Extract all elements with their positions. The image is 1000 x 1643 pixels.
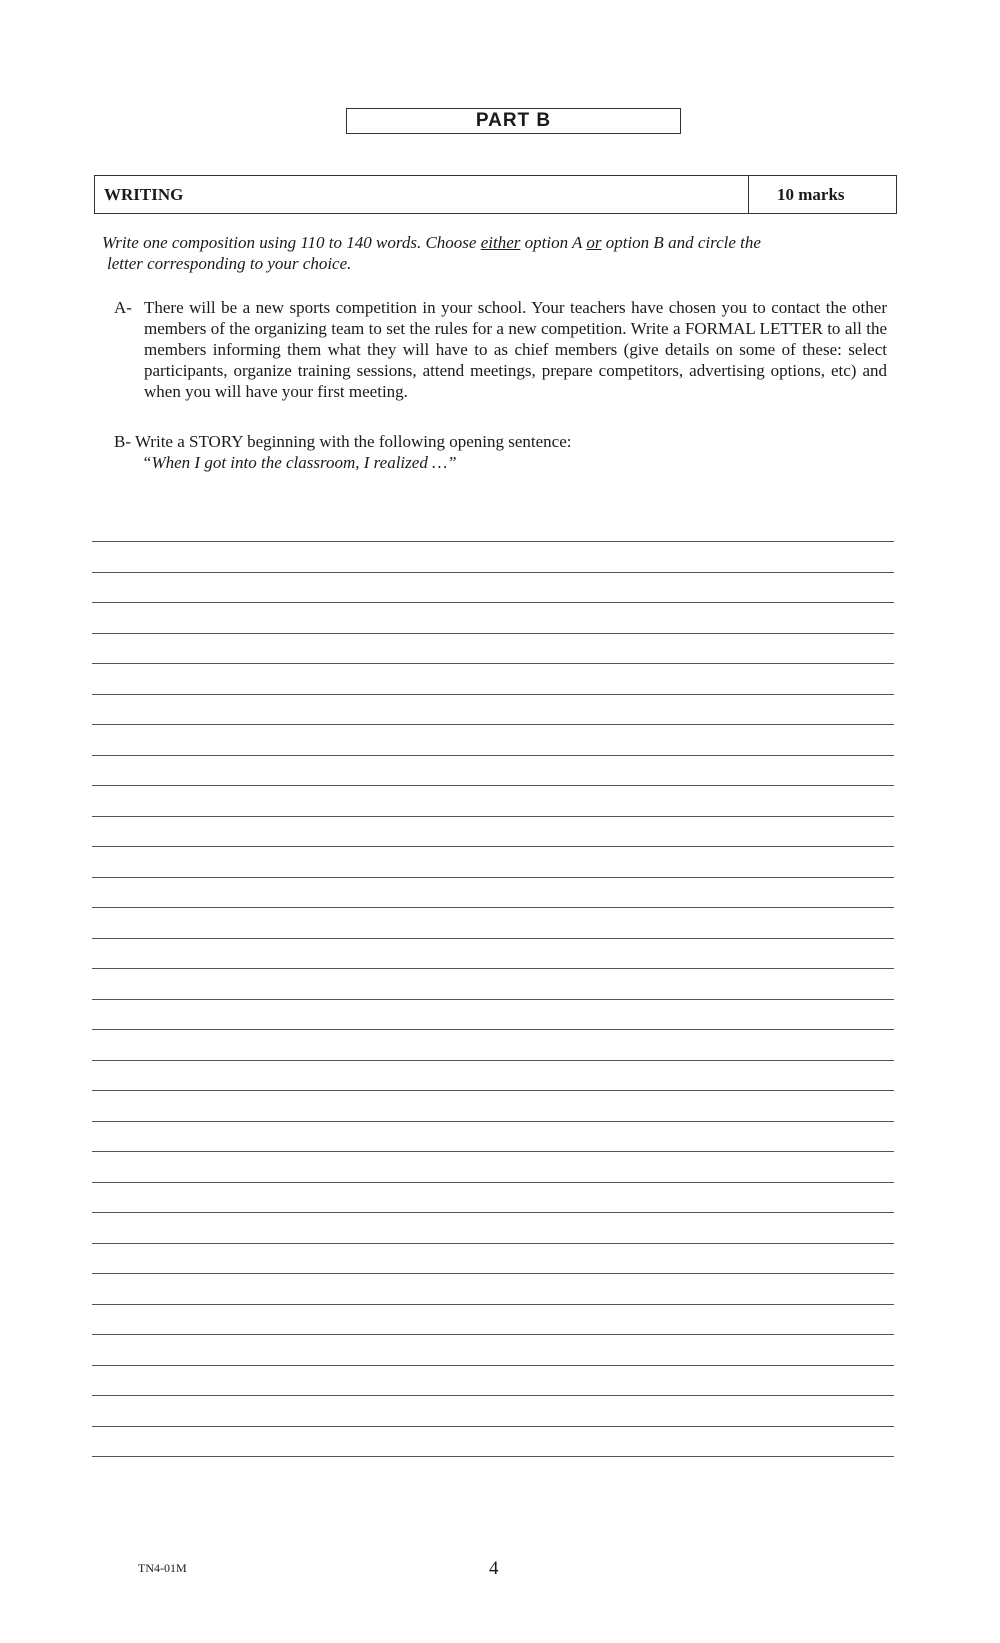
answer-line[interactable]: [92, 541, 894, 542]
answer-line[interactable]: [92, 785, 894, 786]
instructions-line-1: [102, 232, 862, 253]
answer-line[interactable]: [92, 1060, 894, 1061]
instructions-text: Write one composition using 110 to 140 words. Choose: [102, 233, 481, 252]
option-a: [114, 297, 887, 402]
answer-line[interactable]: [92, 999, 894, 1000]
answer-line[interactable]: [92, 1212, 894, 1213]
answer-line[interactable]: [92, 755, 894, 756]
answer-line[interactable]: [92, 1304, 894, 1305]
answer-line[interactable]: [92, 1365, 894, 1366]
answer-line[interactable]: [92, 1151, 894, 1152]
answer-line[interactable]: [92, 602, 894, 603]
answer-line[interactable]: [92, 663, 894, 664]
answer-line[interactable]: [92, 1182, 894, 1183]
section-name: WRITING: [95, 176, 749, 213]
answer-line[interactable]: [92, 846, 894, 847]
answer-line[interactable]: [92, 1029, 894, 1030]
answer-line[interactable]: [92, 1395, 894, 1396]
answer-line[interactable]: [92, 724, 894, 725]
option-b-quote: “When I got into the classroom, I realized …”: [142, 453, 457, 472]
section-marks: 10 marks: [777, 185, 845, 204]
answer-line[interactable]: [92, 907, 894, 908]
emphasis-either: either: [480, 233, 521, 252]
option-a-text: There will be a new sports competition in your school. Your teachers have chosen you to contact the other members of the organizing team to set the rules for a new competition. Write a FORMAL LETTER to all the members informing them what they will have to as chief members (give details on some of these: select participants, organize training sessions, attend meetings, prepare competitors, advertising options, etc) and when you will have your first meeting.: [144, 298, 887, 401]
answer-line[interactable]: [92, 1456, 894, 1457]
option-b: [114, 431, 887, 473]
answer-line[interactable]: [92, 877, 894, 878]
emphasis-or: or: [586, 233, 602, 252]
section-header: [94, 175, 897, 214]
answer-line[interactable]: [92, 1334, 894, 1335]
instructions-text: option B and circle the: [601, 233, 761, 252]
answer-line[interactable]: [92, 633, 894, 634]
answer-line[interactable]: [92, 938, 894, 939]
option-b-prompt: B- Write a STORY beginning with the following opening sentence:: [114, 432, 572, 451]
page-number: 4: [489, 1558, 499, 1579]
instructions-line-2: letter corresponding to your choice.: [107, 254, 352, 273]
footer-code: TN4-01M: [138, 1561, 187, 1575]
answer-line[interactable]: [92, 968, 894, 969]
answer-line[interactable]: [92, 572, 894, 573]
answer-line[interactable]: [92, 1243, 894, 1244]
answer-line[interactable]: [92, 1090, 894, 1091]
instructions-text: option A: [520, 233, 587, 252]
answer-line[interactable]: [92, 694, 894, 695]
answer-line[interactable]: [92, 1121, 894, 1122]
option-a-letter: A-: [114, 298, 132, 317]
part-title: PART B: [346, 108, 681, 134]
instructions: [102, 232, 862, 274]
answer-line[interactable]: [92, 1426, 894, 1427]
answer-line[interactable]: [92, 1273, 894, 1274]
answer-line[interactable]: [92, 816, 894, 817]
